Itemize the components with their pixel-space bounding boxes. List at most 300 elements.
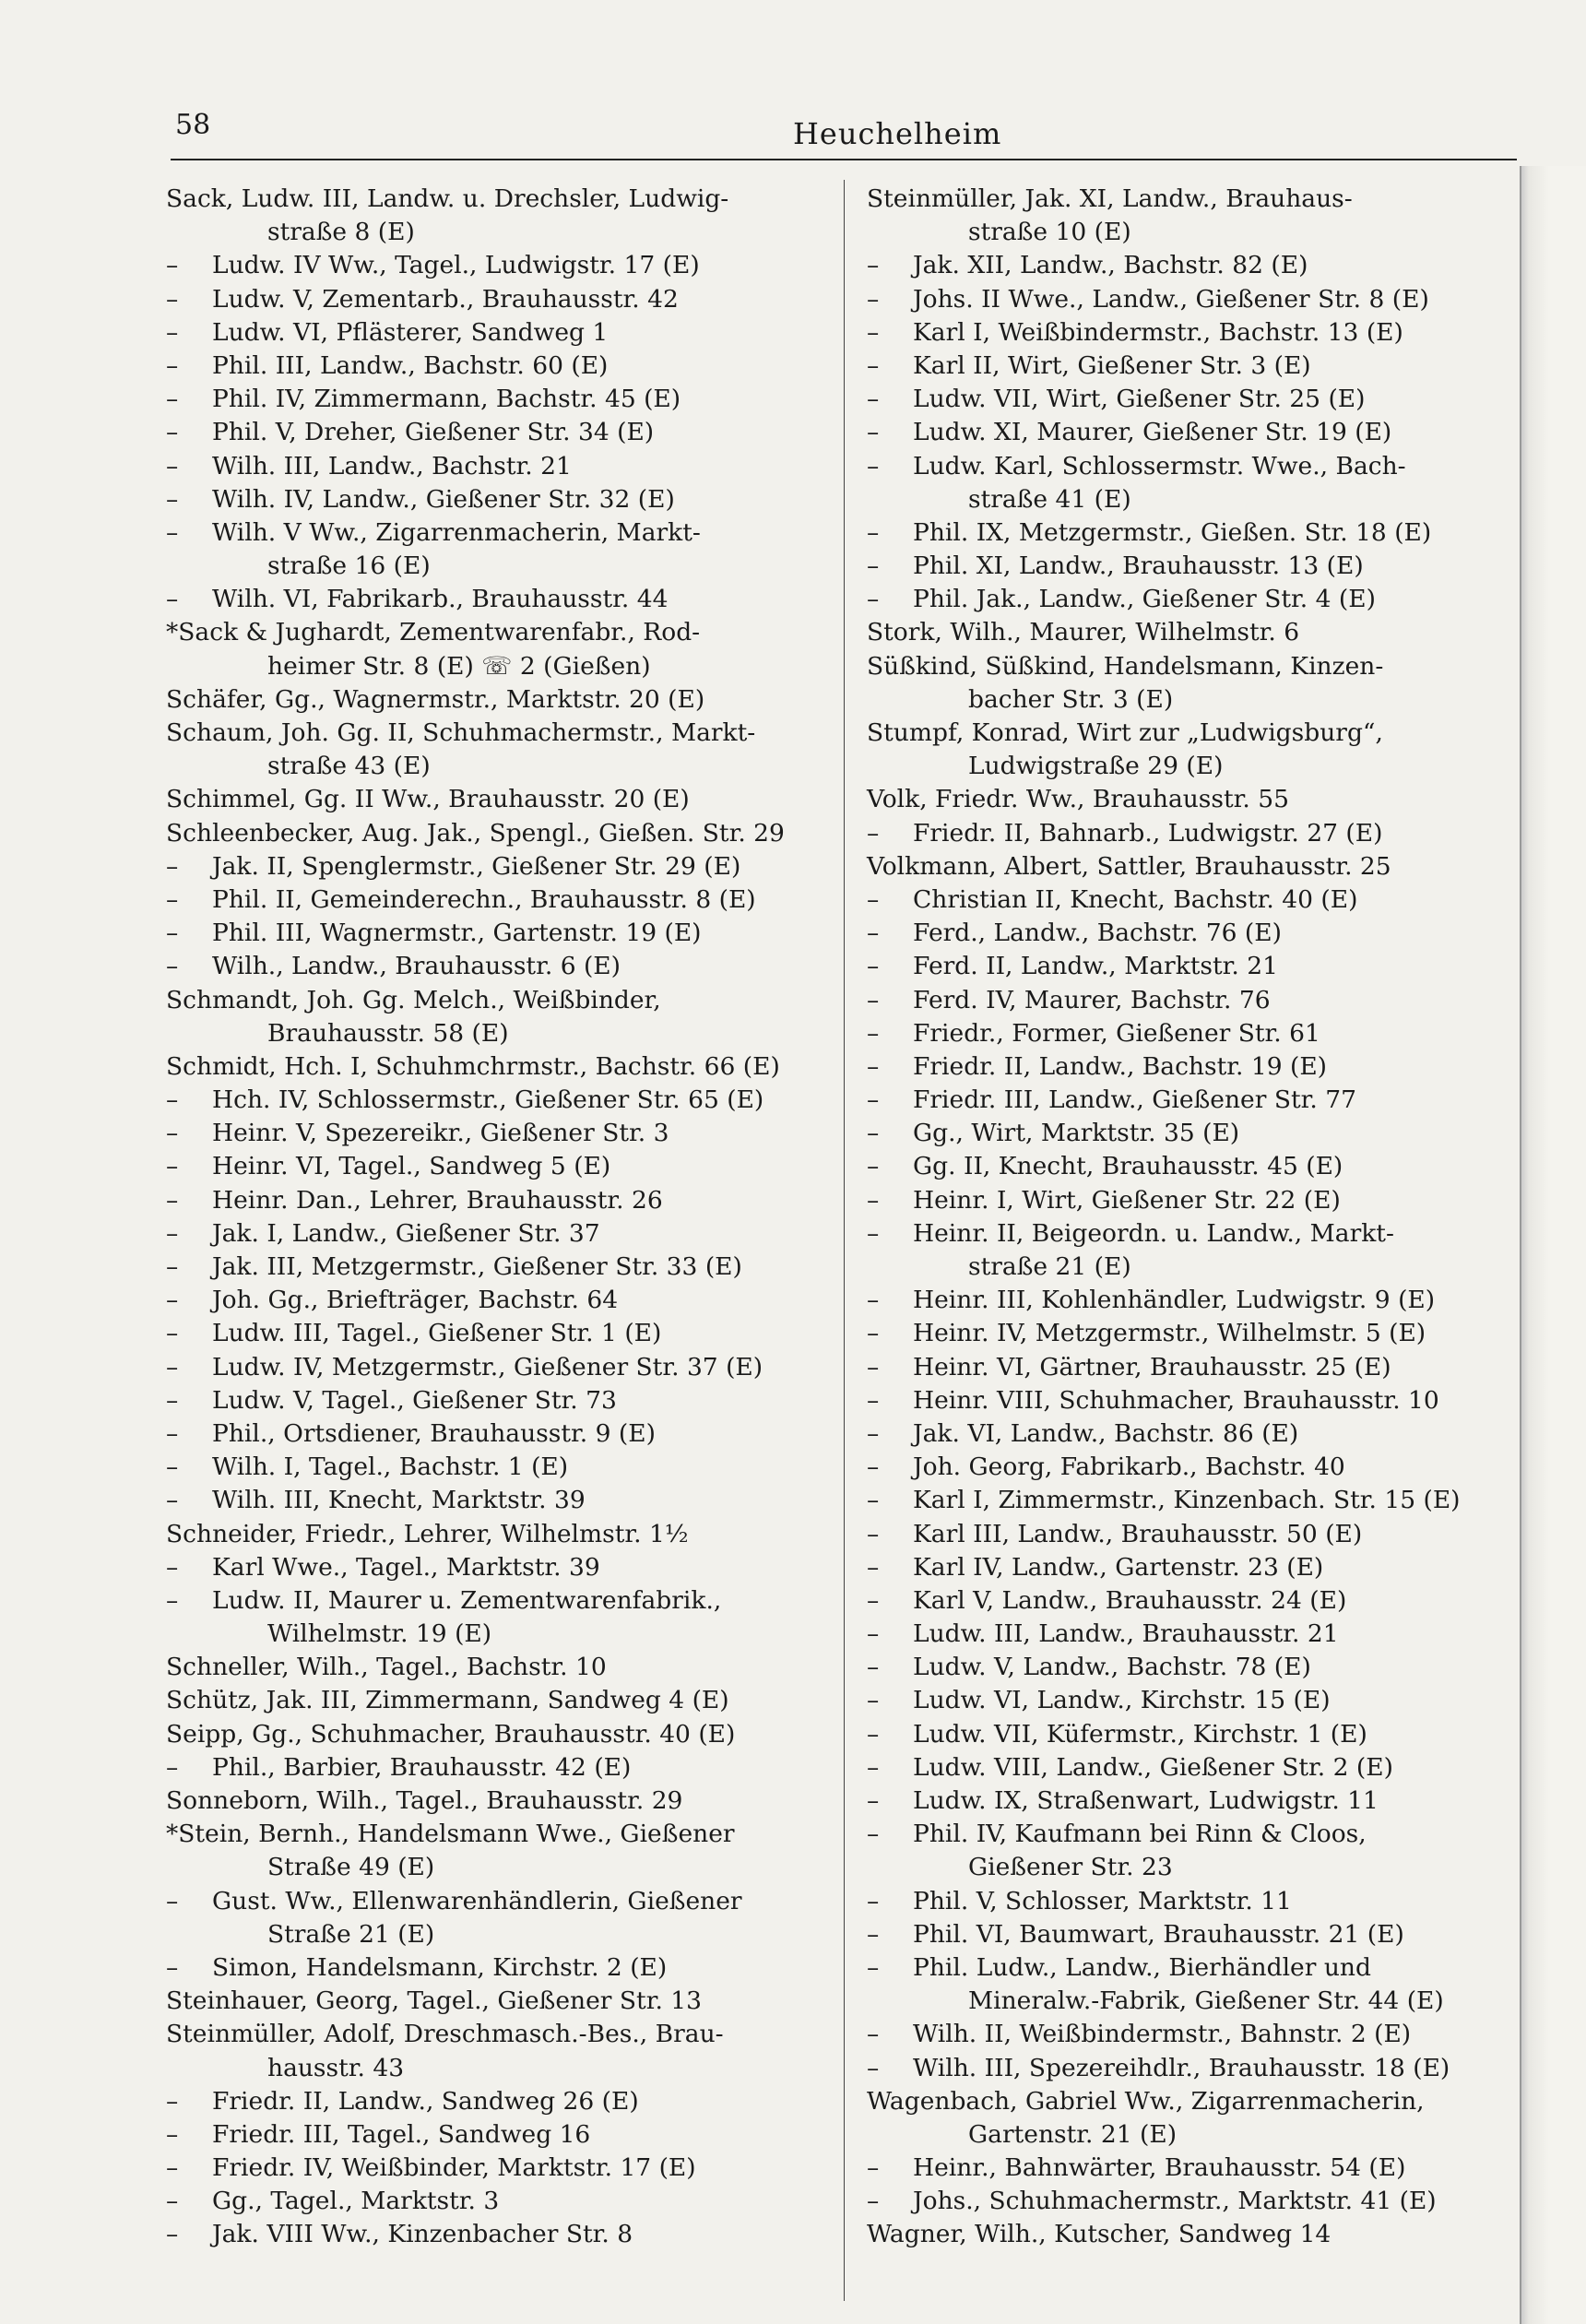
entry-text: Heinr. VI, Tagel., Sandweg 5 (E) (212, 1152, 611, 1181)
directory-entry-sub (867, 1818, 1512, 1851)
entry-text: Ferd. IV, Maurer, Bachstr. 76 (913, 985, 1271, 1014)
directory-entry-continuation (166, 550, 830, 583)
entry-text: Wilh. III, Landw., Bachstr. 21 (212, 451, 572, 480)
directory-entry-sub (166, 1084, 830, 1117)
entry-text: Ludw. IV, Metzgermstr., Gießener Str. 37 (E) (212, 1352, 763, 1381)
directory-entry-continuation (166, 1851, 830, 1884)
ditto-dash: – (166, 1252, 179, 1281)
directory-entry-head (166, 1518, 830, 1551)
entry-text: Gg. II, Knecht, Brauhausstr. 45 (E) (913, 1152, 1343, 1181)
entry-text: Ludw. III, Landw., Brauhausstr. 21 (913, 1619, 1339, 1649)
ditto-dash: – (166, 1486, 179, 1515)
directory-entry-sub (166, 350, 830, 383)
directory-entry-sub (867, 1484, 1512, 1517)
directory-entry-sub (867, 1451, 1512, 1484)
directory-entry-sub (166, 1417, 830, 1451)
directory-entry-head (166, 1784, 830, 1818)
directory-entry-sub (166, 1251, 830, 1284)
ditto-dash: – (166, 2187, 179, 2216)
entry-text: Schmidt, Hch. I, Schuhmchrmstr., Bachstr. 66 (E) (166, 1051, 780, 1081)
directory-entry-sub (867, 1584, 1512, 1618)
directory-entry-sub (166, 450, 830, 483)
ditto-dash: – (867, 1519, 880, 1548)
directory-entry-continuation (867, 216, 1512, 249)
ditto-dash: – (867, 952, 880, 981)
ditto-dash: – (867, 1619, 880, 1649)
entry-text: Wagner, Wilh., Kutscher, Sandweg 14 (867, 2220, 1332, 2249)
ditto-dash: – (166, 952, 179, 981)
entry-text: straße 16 (E) (267, 551, 431, 581)
directory-entry-sub (867, 2018, 1512, 2051)
directory-entry-head (867, 650, 1512, 683)
directory-entry-sub (166, 1384, 830, 1417)
directory-entry-sub (867, 583, 1512, 616)
ditto-dash: – (166, 919, 179, 948)
entry-text: Ludw. Karl, Schlossermstr. Wwe., Bach- (913, 451, 1406, 480)
entry-text: Straße 21 (E) (267, 1919, 435, 1949)
directory-entry-continuation (166, 1618, 830, 1651)
entry-text: Jak. VI, Landw., Bachstr. 86 (E) (913, 1418, 1299, 1448)
entry-text: straße 43 (E) (267, 752, 431, 781)
entry-text: Wilh. III, Spezereihdlr., Brauhausstr. 18 (E) (913, 2053, 1450, 2082)
directory-entry-sub (867, 1684, 1512, 1717)
entry-text: Volk, Friedr. Ww., Brauhausstr. 55 (867, 785, 1289, 814)
entry-text: Schneller, Wilh., Tagel., Bachstr. 10 (166, 1653, 607, 1682)
entry-text: Ludw. VI, Pflästerer, Sandweg 1 (212, 317, 609, 347)
directory-entry-continuation (867, 1851, 1512, 1884)
entry-text: Phil. II, Gemeinderechn., Brauhausstr. 8 (E) (212, 884, 756, 914)
ditto-dash: – (166, 1418, 179, 1448)
ditto-dash: – (166, 1185, 179, 1215)
directory-entry-continuation (867, 483, 1512, 516)
entry-text: straße 10 (E) (968, 218, 1131, 247)
ditto-dash: – (166, 517, 179, 547)
entry-text: straße 21 (E) (968, 1252, 1131, 1281)
directory-entry-continuation (867, 1985, 1512, 2018)
entry-text: Phil. V, Dreher, Gießener Str. 34 (E) (212, 418, 655, 447)
entry-text: Stork, Wilh., Maurer, Wilhelmstr. 6 (867, 618, 1300, 647)
entry-text: *Sack & Jughardt, Zementwarenfabr., Rod- (166, 618, 701, 647)
entry-text: straße 41 (E) (968, 484, 1131, 514)
directory-entry-sub (166, 416, 830, 449)
entry-text: Wilh. II, Weißbindermstr., Bahnstr. 2 (E) (913, 2020, 1412, 2049)
entry-text: Seipp, Gg., Schuhmacher, Brauhausstr. 40 (E) (166, 1719, 736, 1749)
directory-entry-sub (867, 1417, 1512, 1451)
entry-text: Ludw. V, Landw., Bachstr. 78 (E) (913, 1653, 1311, 1682)
directory-entry-continuation (166, 650, 830, 683)
entry-text: Heinr., Bahnwärter, Brauhausstr. 54 (E) (913, 2153, 1406, 2183)
ditto-dash: – (166, 851, 179, 881)
entry-text: Friedr. II, Landw., Bachstr. 19 (E) (913, 1051, 1327, 1081)
entry-text: Heinr. I, Wirt, Gießener Str. 22 (E) (913, 1185, 1341, 1215)
ditto-dash: – (867, 451, 880, 480)
entry-text: Gartenstr. 21 (E) (968, 2119, 1178, 2149)
entry-text: Brauhausstr. 58 (E) (267, 1018, 509, 1048)
directory-entry-head (867, 183, 1512, 216)
directory-entry-sub (867, 1551, 1512, 1584)
entry-text: Ludw. V, Zementarb., Brauhausstr. 42 (212, 284, 679, 314)
directory-entry-sub (166, 1184, 830, 1217)
directory-entry-sub (166, 2085, 830, 2118)
directory-entry-sub (867, 550, 1512, 583)
ditto-dash: – (166, 884, 179, 914)
entry-text: Karl II, Wirt, Gießener Str. 3 (E) (913, 350, 1311, 380)
directory-entry-sub (867, 950, 1512, 983)
entry-text: Wilh., Landw., Brauhausstr. 6 (E) (212, 952, 621, 981)
entry-text: Karl Wwe., Tagel., Marktstr. 39 (212, 1552, 600, 1582)
entry-text: Ludw. IV Ww., Tagel., Ludwigstr. 17 (E) (212, 251, 700, 280)
entry-text: Schleenbecker, Aug. Jak., Spengl., Gießen. Str. 29 (166, 818, 785, 848)
directory-entry-head (867, 717, 1512, 750)
ditto-dash: – (867, 1018, 880, 1048)
adjacent-page-edge (1520, 166, 1586, 2324)
entry-text: Phil. IV, Zimmermann, Bachstr. 45 (E) (212, 385, 681, 414)
entry-text: Jak. II, Spenglermstr., Gießener Str. 29 (E) (212, 851, 741, 881)
entry-text: Jak. VIII Ww., Kinzenbacher Str. 8 (212, 2220, 633, 2249)
entry-text: Stumpf, Konrad, Wirt zur „Ludwigsburg“, (867, 718, 1383, 747)
ditto-dash: – (166, 1552, 179, 1582)
entry-text: Steinhauer, Georg, Tagel., Gießener Str. 13 (166, 1986, 703, 2016)
entry-text: Schmandt, Joh. Gg. Melch., Weißbinder, (166, 985, 661, 1014)
entry-text: Karl IV, Landw., Gartenstr. 23 (E) (913, 1552, 1324, 1582)
entry-text: Ludwigstraße 29 (E) (968, 752, 1224, 781)
ditto-dash: – (867, 1051, 880, 1081)
directory-entry-sub (867, 350, 1512, 383)
entry-text: Phil. IX, Metzgermstr., Gießen. Str. 18 (E) (913, 517, 1432, 547)
entry-text: *Stein, Bernh., Handelsmann Wwe., Gießener (166, 1820, 735, 1849)
entry-text: Friedr., Former, Gießener Str. 61 (913, 1018, 1320, 1048)
entry-text: Friedr. IV, Weißbinder, Marktstr. 17 (E) (212, 2153, 696, 2183)
entry-text: Heinr. VI, Gärtner, Brauhausstr. 25 (E) (913, 1352, 1391, 1381)
ditto-dash: – (867, 418, 880, 447)
directory-entry-sub (867, 1718, 1512, 1751)
directory-entry-sub (867, 450, 1512, 483)
entry-text: Wilh. V Ww., Zigarrenmacherin, Markt- (212, 517, 701, 547)
directory-entry-head (166, 783, 830, 816)
directory-entry-head (166, 1985, 830, 2018)
directory-entry-sub (867, 2185, 1512, 2218)
header-rule (171, 159, 1517, 160)
directory-entry-head (166, 984, 830, 1017)
entry-text: Süßkind, Süßkind, Handelsmann, Kinzen- (867, 651, 1384, 681)
entry-text: Phil. VI, Baumwart, Brauhausstr. 21 (E) (913, 1919, 1404, 1949)
ditto-dash: – (867, 1552, 880, 1582)
ditto-dash: – (867, 1385, 880, 1415)
ditto-dash: – (867, 1286, 880, 1315)
entry-text: Joh. Gg., Briefträger, Bachstr. 64 (212, 1286, 619, 1315)
directory-entry-sub (867, 1284, 1512, 1317)
directory-entry-head (166, 683, 830, 717)
directory-entry-sub (867, 1117, 1512, 1150)
directory-entry-sub (867, 1351, 1512, 1384)
directory-entry-sub (166, 883, 830, 917)
directory-entry-sub (867, 1217, 1512, 1251)
directory-entry-continuation (166, 2052, 830, 2085)
entry-text: Karl V, Landw., Brauhausstr. 24 (E) (913, 1585, 1347, 1615)
ditto-dash: – (166, 2086, 179, 2116)
entry-text: Phil., Barbier, Brauhausstr. 42 (E) (212, 1752, 632, 1782)
directory-entry-sub (166, 2218, 830, 2251)
entry-text: Phil. III, Wagnermstr., Gartenstr. 19 (E) (212, 919, 702, 948)
directory-entry-head (166, 1718, 830, 1751)
ditto-dash: – (166, 251, 179, 280)
entry-text: Straße 49 (E) (267, 1853, 435, 1882)
ditto-dash: – (166, 1119, 179, 1148)
directory-entry-head (166, 2018, 830, 2051)
entry-text: Wagenbach, Gabriel Ww., Zigarrenmacherin, (867, 2086, 1425, 2116)
directory-entry-sub (867, 1751, 1512, 1784)
ditto-dash: – (867, 2187, 880, 2216)
entry-text: Wilh. IV, Landw., Gießener Str. 32 (E) (212, 484, 675, 514)
column-divider (844, 180, 845, 2301)
ditto-dash: – (166, 1319, 179, 1348)
directory-entry-sub (867, 1017, 1512, 1050)
ditto-dash: – (867, 1820, 880, 1849)
directory-entry-sub (867, 1050, 1512, 1084)
directory-entry-sub (867, 416, 1512, 449)
entry-text: Gg., Wirt, Marktstr. 35 (E) (913, 1119, 1240, 1148)
directory-entry-sub (867, 383, 1512, 416)
entry-text: Schäfer, Gg., Wagnermstr., Marktstr. 20 (E) (166, 684, 705, 714)
directory-entry-sub (867, 1317, 1512, 1350)
directory-entry-head (867, 850, 1512, 883)
entry-text: Friedr. II, Landw., Sandweg 26 (E) (212, 2086, 639, 2116)
entry-text: Phil., Ortsdiener, Brauhausstr. 9 (E) (212, 1418, 656, 1448)
directory-entry-continuation (867, 750, 1512, 783)
entry-text: Phil. V, Schlosser, Marktstr. 11 (913, 1886, 1292, 1915)
ditto-dash: – (867, 1319, 880, 1348)
directory-entry-head (166, 717, 830, 750)
directory-entry-sub (166, 1284, 830, 1317)
directory-entry-sub (867, 1885, 1512, 1918)
ditto-dash: – (166, 350, 179, 380)
directory-entry-continuation (166, 216, 830, 249)
directory-entry-sub (166, 2118, 830, 2152)
entry-text: Hch. IV, Schlossermstr., Gießener Str. 65 (E) (212, 1085, 764, 1115)
directory-entry-continuation (867, 2118, 1512, 2152)
entry-text: Schneider, Friedr., Lehrer, Wilhelmstr. 1½ (166, 1519, 689, 1548)
ditto-dash: – (166, 284, 179, 314)
directory-entry-sub (867, 984, 1512, 1017)
entry-text: Ludw. V, Tagel., Gießener Str. 73 (212, 1385, 617, 1415)
entry-text: Ludw. VII, Küfermstr., Kirchstr. 1 (E) (913, 1719, 1367, 1749)
entry-text: Karl I, Weißbindermstr., Bachstr. 13 (E) (913, 317, 1403, 347)
directory-entry-sub (867, 2152, 1512, 2185)
ditto-dash: – (867, 1886, 880, 1915)
directory-entry-sub (166, 583, 830, 616)
ditto-dash: – (867, 551, 880, 581)
ditto-dash: – (867, 385, 880, 414)
ditto-dash: – (867, 1653, 880, 1682)
entry-text: Friedr. III, Tagel., Sandweg 16 (212, 2119, 591, 2149)
entry-text: Jak. XII, Landw., Bachstr. 82 (E) (913, 251, 1308, 280)
entry-text: Ludw. XI, Maurer, Gießener Str. 19 (E) (913, 418, 1392, 447)
directory-entry-sub (166, 316, 830, 350)
ditto-dash: – (867, 1352, 880, 1381)
entry-text: Jak. III, Metzgermstr., Gießener Str. 33 (E) (212, 1252, 742, 1281)
ditto-dash: – (867, 818, 880, 848)
ditto-dash: – (867, 1786, 880, 1815)
entry-text: Wilh. I, Tagel., Bachstr. 1 (E) (212, 1452, 569, 1482)
directory-entry-sub (166, 516, 830, 550)
ditto-dash: – (166, 1452, 179, 1482)
ditto-dash: – (166, 484, 179, 514)
ditto-dash: – (166, 1352, 179, 1381)
entry-text: Heinr. II, Beigeordn. u. Landw., Markt- (913, 1218, 1394, 1248)
ditto-dash: – (166, 385, 179, 414)
ditto-dash: – (166, 1886, 179, 1915)
ditto-dash: – (166, 1952, 179, 1982)
directory-entry-sub (166, 1751, 830, 1784)
ditto-dash: – (867, 1486, 880, 1515)
entry-text: Sonneborn, Wilh., Tagel., Brauhausstr. 29 (166, 1786, 683, 1815)
directory-entry-sub (166, 249, 830, 282)
directory-entry-head (166, 817, 830, 850)
running-head: Heuchelheim (793, 116, 1002, 151)
right-column (867, 183, 1512, 2252)
ditto-dash: – (867, 1119, 880, 1148)
directory-entry-continuation (166, 1918, 830, 1951)
ditto-dash: – (867, 1752, 880, 1782)
entry-text: Heinr. III, Kohlenhändler, Ludwigstr. 9 (E) (913, 1286, 1436, 1315)
entry-text: Phil. Jak., Landw., Gießener Str. 4 (E) (913, 585, 1376, 614)
directory-entry-head (867, 783, 1512, 816)
ditto-dash: – (867, 1218, 880, 1248)
directory-entry-sub (166, 1117, 830, 1150)
directory-entry-continuation (166, 750, 830, 783)
entry-text: Heinr. Dan., Lehrer, Brauhausstr. 26 (212, 1185, 663, 1215)
entry-text: Joh. Georg, Fabrikarb., Bachstr. 40 (913, 1452, 1345, 1482)
ditto-dash: – (166, 2153, 179, 2183)
ditto-dash: – (867, 985, 880, 1014)
entry-text: Phil. III, Landw., Bachstr. 60 (E) (212, 350, 609, 380)
directory-entry-sub (166, 850, 830, 883)
ditto-dash: – (166, 1752, 179, 1782)
directory-entry-sub (867, 1384, 1512, 1417)
directory-entry-sub (166, 2185, 830, 2218)
directory-entry-sub (867, 316, 1512, 350)
entry-text: hausstr. 43 (267, 2053, 405, 2082)
entry-text: Friedr. III, Landw., Gießener Str. 77 (913, 1085, 1356, 1115)
entry-text: Gust. Ww., Ellenwarenhändlerin, Gießener (212, 1886, 742, 1915)
directory-entry-sub (166, 283, 830, 316)
entry-text: heimer Str. 8 (E) ☏ 2 (Gießen) (267, 651, 651, 681)
directory-entry-sub (166, 917, 830, 950)
directory-entry-continuation (867, 1251, 1512, 1284)
ditto-dash: – (867, 1085, 880, 1115)
ditto-dash: – (867, 2053, 880, 2082)
directory-entry-sub (867, 1150, 1512, 1183)
entry-text: straße 8 (E) (267, 218, 415, 247)
ditto-dash: – (867, 284, 880, 314)
entry-text: Karl III, Landw., Brauhausstr. 50 (E) (913, 1519, 1363, 1548)
ditto-dash: – (867, 1686, 880, 1715)
entry-text: Schimmel, Gg. II Ww., Brauhausstr. 20 (E) (166, 785, 690, 814)
entry-text: Gg., Tagel., Marktstr. 3 (212, 2187, 500, 2216)
ditto-dash: – (867, 884, 880, 914)
ditto-dash: – (166, 451, 179, 480)
directory-entry-head (166, 1651, 830, 1684)
directory-entry-sub (867, 883, 1512, 917)
ditto-dash: – (867, 585, 880, 614)
ditto-dash: – (867, 919, 880, 948)
directory-entry-sub (166, 1317, 830, 1350)
directory-entry-sub (166, 1584, 830, 1618)
ditto-dash: – (166, 1152, 179, 1181)
entry-text: Heinr. V, Spezereikr., Gießener Str. 3 (212, 1119, 669, 1148)
ditto-dash: – (867, 2020, 880, 2049)
ditto-dash: – (166, 418, 179, 447)
directory-entry-continuation (867, 683, 1512, 717)
page-number: 58 (175, 109, 211, 141)
entry-text: Jak. I, Landw., Gießener Str. 37 (212, 1218, 600, 1248)
directory-entry-sub (166, 1951, 830, 1985)
ditto-dash: – (867, 517, 880, 547)
entry-text: Schaum, Joh. Gg. II, Schuhmachermstr., Markt- (166, 718, 756, 747)
directory-entry-sub (166, 383, 830, 416)
directory-entry-sub (166, 950, 830, 983)
ditto-dash: – (867, 251, 880, 280)
entry-text: Ferd. II, Landw., Marktstr. 21 (913, 952, 1278, 981)
entry-text: Steinmüller, Adolf, Dreschmasch.-Bes., Brau- (166, 2020, 724, 2049)
ditto-dash: – (166, 1218, 179, 1248)
ditto-dash: – (867, 1919, 880, 1949)
directory-entry-sub (867, 1651, 1512, 1684)
directory-entry-sub (166, 1885, 830, 1918)
directory-entry-sub (867, 2052, 1512, 2085)
directory-entry-sub (867, 283, 1512, 316)
ditto-dash: – (867, 1719, 880, 1749)
directory-entry-head (867, 616, 1512, 649)
ditto-dash: – (166, 317, 179, 347)
directory-entry-sub (166, 2152, 830, 2185)
ditto-dash: – (867, 1185, 880, 1215)
entry-text: Heinr. IV, Metzgermstr., Wilhelmstr. 5 (E) (913, 1319, 1426, 1348)
entry-text: Christian II, Knecht, Bachstr. 40 (E) (913, 884, 1358, 914)
entry-text: Ludw. VII, Wirt, Gießener Str. 25 (E) (913, 385, 1366, 414)
entry-text: Phil. XI, Landw., Brauhausstr. 13 (E) (913, 551, 1364, 581)
directory-entry-head (867, 2218, 1512, 2251)
entry-text: Phil. IV, Kaufmann bei Rinn & Cloos, (913, 1820, 1367, 1849)
entry-text: Ludw. II, Maurer u. Zementwarenfabrik., (212, 1585, 722, 1615)
entry-text: Volkmann, Albert, Sattler, Brauhausstr. 25 (867, 851, 1391, 881)
directory-entry-head (166, 183, 830, 216)
directory-entry-head (166, 1818, 830, 1851)
directory-entry-sub (867, 917, 1512, 950)
ditto-dash: – (166, 1385, 179, 1415)
entry-text: Friedr. II, Bahnarb., Ludwigstr. 27 (E) (913, 818, 1383, 848)
left-column (166, 183, 830, 2252)
entry-text: Ludw. VI, Landw., Kirchstr. 15 (E) (913, 1686, 1331, 1715)
directory-entry-sub (867, 249, 1512, 282)
entry-text: Simon, Handelsmann, Kirchstr. 2 (E) (212, 1952, 668, 1982)
entry-text: Ludw. IX, Straßenwart, Ludwigstr. 11 (913, 1786, 1379, 1815)
directory-entry-sub (166, 1451, 830, 1484)
entry-text: Johs. II Wwe., Landw., Gießener Str. 8 (E) (913, 284, 1429, 314)
entry-text: bacher Str. 3 (E) (968, 684, 1174, 714)
directory-entry-sub (166, 1150, 830, 1183)
directory-entry-head (166, 1684, 830, 1717)
entry-text: Steinmüller, Jak. XI, Landw., Brauhaus- (867, 184, 1353, 213)
directory-entry-sub (867, 1084, 1512, 1117)
directory-entry-continuation (166, 1017, 830, 1050)
ditto-dash: – (867, 1152, 880, 1181)
ditto-dash: – (166, 1585, 179, 1615)
ditto-dash: – (166, 2119, 179, 2149)
ditto-dash: – (867, 317, 880, 347)
entry-text: Ferd., Landw., Bachstr. 76 (E) (913, 919, 1282, 948)
entry-text: Schütz, Jak. III, Zimmermann, Sandweg 4 (E) (166, 1686, 729, 1715)
